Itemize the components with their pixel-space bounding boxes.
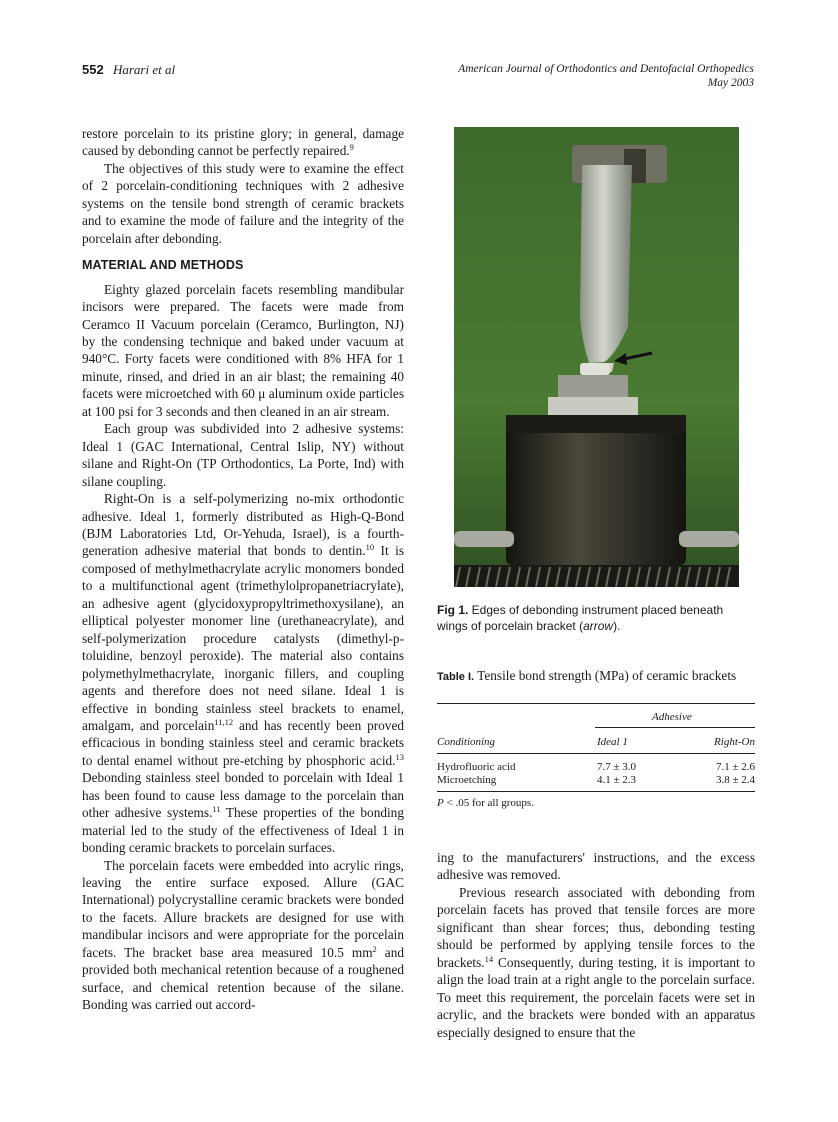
running-header-left [82, 62, 175, 78]
paragraph-adhesives: Right-On is a self-polymerizing no-mix orthodontic adhesive. Ideal 1, formerly distributed as High-Q-Bond (BJM Laboratories Ltd, Or-Yehuda, Israel), is a fourth-generation adhesive material that bonds to dentin.$^{10}$ It is composed of methylmethacrylate acrylic monomers bonded to a multifunctional agent (trimethylolpropanetriacrylate), an adhesive agent (glycidoxypropyltrimethoxysilane), an elliptical polyester monomer line (urethaneacrylate), and self-polymerization procedure catalysts (dimethyl-p-toluidine, benzoyl peroxide). The material also contains polymethylmethacrylate, inorganic fillers, and coupling agents and therefore does not need silane. Ideal 1 is effective in bonding stainless steel brackets to enamel, amalgam, and porcelain$^{11,12}$ and has recently been proved efficacious in bonding stainless steel and ceramic brackets to dental enamel without pre-etching by phosphoric acid.$^{13}$ Debonding stainless steel bonded to porcelain with Ideal 1 has been found to cause less damage to the porcelain than other adhesive systems.$^{11}$ These properties of the bonding material led to the study of the effectiveness of Ideal 1 in bonding ceramic brackets to porcelain surfaces. [82, 491, 405, 856]
table-col-righton: Right-On [714, 736, 755, 748]
paragraph-groups: Each group was subdivided into 2 adhesive systems: Ideal 1 (GAC International, Central Islip, NY) without silane and Right-On (TP Orthodontics, La Porte, Ind) with silane coupling. [82, 421, 404, 489]
table-cell-righton: 3.8 ± 2.4 [715, 774, 755, 786]
running-header-right [458, 62, 754, 90]
table-cell-ideal1: 7.7 ± 3.0 [597, 761, 637, 773]
table-footnote: P < .05 for all groups. [437, 797, 534, 809]
paragraph-debonding: Previous research associated with debonding from porcelain facets has proved that tensile forces are more significant than shear forces; thus, debonding testing should be performed by applying tensile forces to the brackets.$^{14}$ Consequently, during testing, it is important to align the load train at a right angle to the porcelain surface. To meet this requirement, the porcelain facets were set in acrylic, and the brackets were bonded with an apparatus especially designed to ensure that the [437, 884, 755, 1040]
paragraph-facets: Eighty glazed porcelain facets resembling mandibular incisors were prepared. The facets were made from Ceramco II Vacuum porcelain (Ceramco, Burlington, NJ) by the condensing technique and baked under vacuum at 940°C. Forty facets were conditioned with 8% HFA for 1 minute, rinsed, and dried in an air blast; the remaining 40 facets were microetched with 60 μ aluminum oxide particles at 100 psi for 3 seconds and then cleaned in an air stream. [82, 281, 404, 419]
figure-1-caption: Fig 1. Edges of debonding instrument placed beneath wings of porcelain bracket (arrow). [437, 603, 724, 633]
paragraph-brackets: The porcelain facets were embedded into acrylic rings, leaving the entire surface exposed. Allure (GAC International) polycrystalline ceramic brackets were bonded to the facets. Allure brackets are designed for use with mandibular incisors and were appropriate for the porcelain facets. The bracket base area measured 10.5 $mm^2$ and provided both mechanical retention because of a roughened surface, and chemical retention because of the silane. Bonding was carried out accord- [82, 857, 404, 1013]
table-col-ideal1: Ideal 1 [597, 736, 628, 748]
paragraph-continued: ing to the manufacturers' instructions, and the excess adhesive was removed. [437, 850, 755, 883]
table-label: Table I. [437, 671, 475, 683]
journal-name: American Journal of Orthodontics and Dentofacial Orthopedics [458, 63, 754, 75]
paragraph-objectives: The objectives of this study were to examine the effect of 2 porcelain-conditioning techniques with 2 adhesive systems on the tensile bond strength of ceramic brackets and to examine the mode of failure and the integrity of the porcelain after debonding. [82, 160, 404, 246]
paragraph: restore porcelain to its pristine glory; in general, damage caused by debonding cannot be perfectly repaired.$^9$ [82, 126, 404, 159]
table-cell-condition: Microetching [437, 774, 497, 786]
page-number: 552 [82, 62, 104, 77]
figure-label: Fig 1. [437, 603, 469, 617]
issue-date: May 2003 [707, 77, 754, 89]
table-cell-ideal1: 4.1 ± 2.3 [597, 774, 637, 786]
figure-1-photo [454, 127, 739, 587]
table-cell-condition: Hydrofluoric acid [437, 761, 516, 773]
author-line: Harari et al [112, 62, 176, 77]
table-1-title: Table I. Tensile bond strength (MPa) of ceramic brackets [437, 668, 737, 683]
section-heading: MATERIAL AND METHODS [82, 258, 244, 273]
table-col-conditioning: Conditioning [437, 736, 496, 748]
right-column [437, 849, 755, 1041]
left-column [82, 125, 404, 1014]
table-cell-righton: 7.1 ± 2.6 [715, 761, 755, 773]
table-group-header: Adhesive [652, 711, 692, 723]
